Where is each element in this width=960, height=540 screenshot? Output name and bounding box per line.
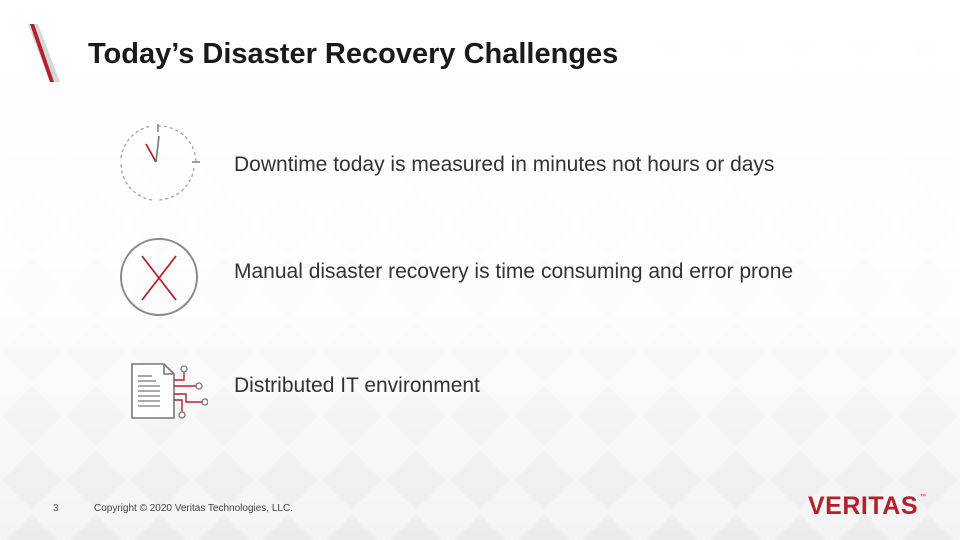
x-circle-icon [112,232,208,322]
bullet-text-distributed-it: Distributed IT environment [234,374,480,397]
logo-text: VERITAS [808,492,918,520]
slash-accent-icon [24,22,66,84]
page-number: 3 [53,503,59,514]
copyright-text: Copyright © 2020 Veritas Technologies, LLC. [94,503,293,514]
clock-icon [112,120,208,210]
page-title: Today’s Disaster Recovery Challenges [88,38,619,70]
bullet-text-downtime: Downtime today is measured in minutes not hours or days [234,153,775,176]
svg-text:™: ™ [920,494,926,500]
document-network-icon [112,350,208,440]
bullet-text-manual-recovery: Manual disaster recovery is time consuming and error prone [234,260,794,283]
veritas-logo [806,488,928,522]
